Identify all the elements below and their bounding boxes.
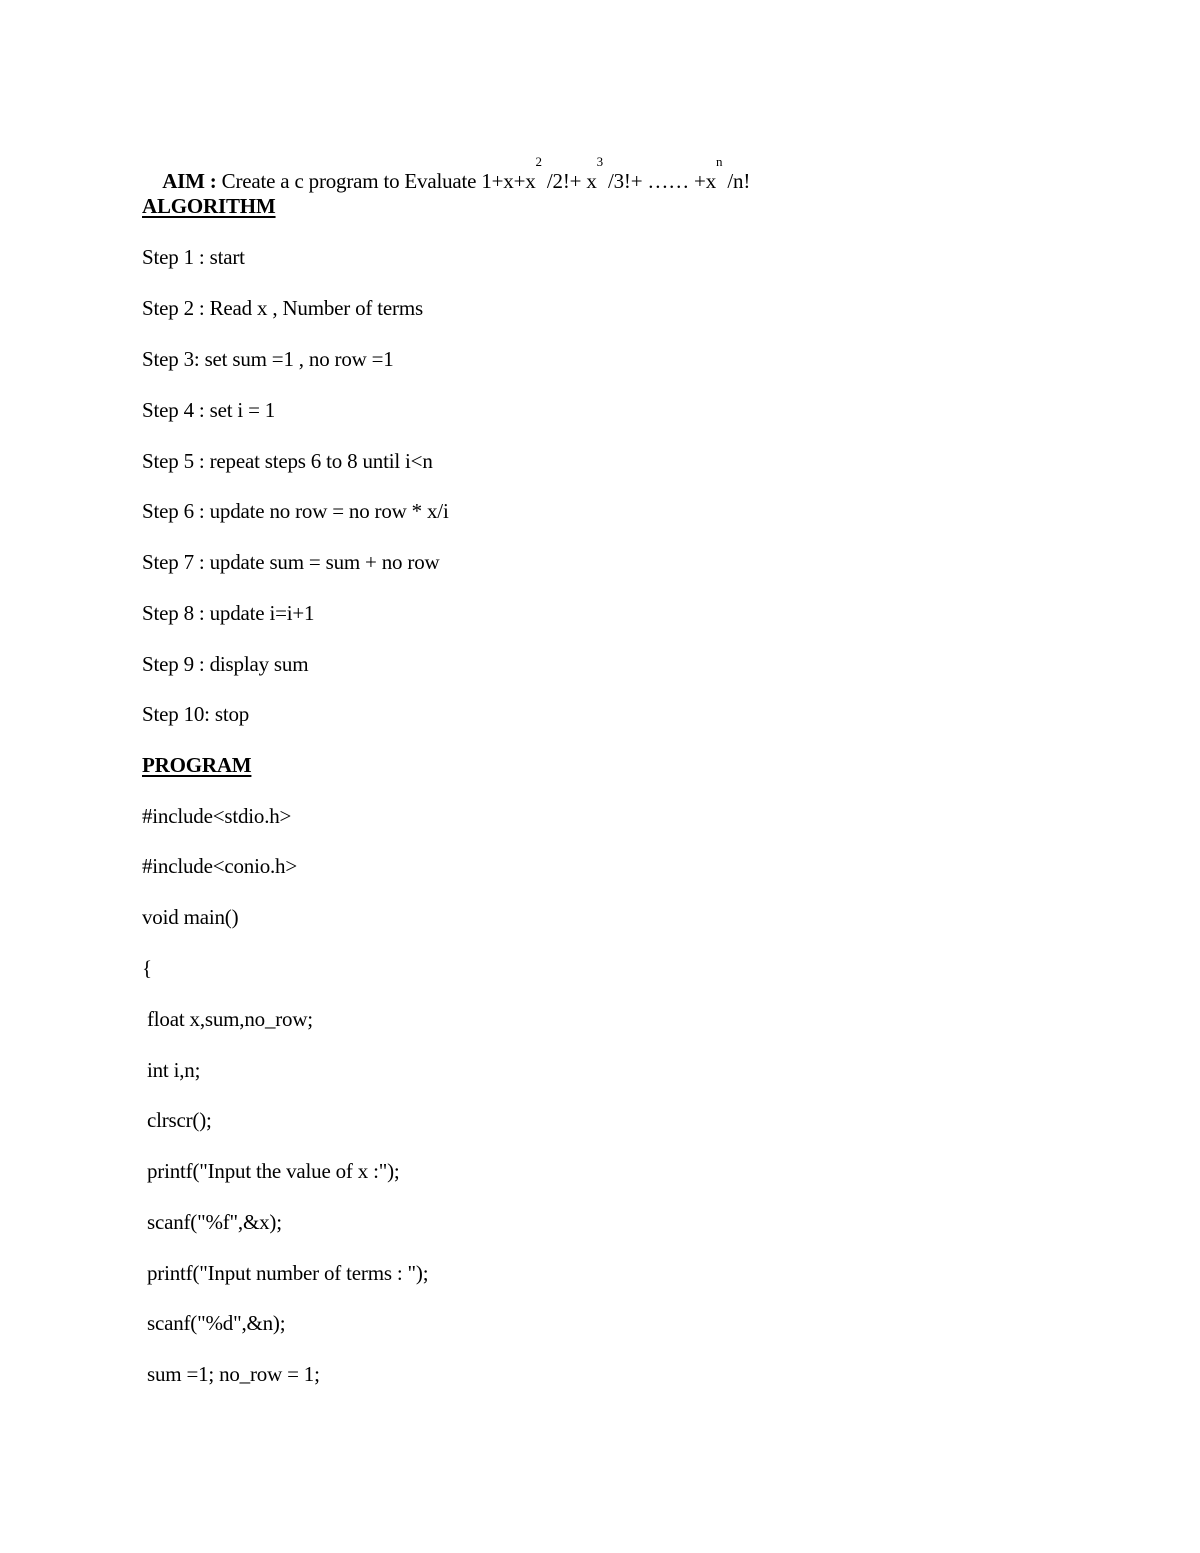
code-line: int i,n;: [147, 1058, 201, 1082]
algorithm-step: Step 1 : start: [142, 245, 245, 269]
code-line: void main(): [142, 905, 239, 929]
algorithm-step: Step 6 : update no row = no row * x/i: [142, 499, 449, 523]
aim-label: AIM :: [162, 169, 217, 193]
code-line: #include<stdio.h>: [142, 804, 292, 828]
code-line: #include<conio.h>: [142, 854, 298, 878]
program-heading: PROGRAM: [142, 753, 252, 777]
aim-text-b: /2!+ x: [541, 169, 597, 193]
algorithm-step: Step 3: set sum =1 , no row =1: [142, 347, 394, 371]
aim-sup-c: n: [716, 154, 723, 169]
algorithm-step: Step 5 : repeat steps 6 to 8 until i<n: [142, 449, 433, 473]
aim-sup-b: 3: [596, 154, 603, 169]
code-line: {: [142, 956, 152, 980]
code-line: scanf("%f",&x);: [147, 1210, 282, 1234]
code-line: scanf("%d",&n);: [147, 1311, 286, 1335]
aim-text-a: Create a c program to Evaluate 1+x+x: [216, 169, 536, 193]
aim-sup-a: 2: [535, 154, 542, 169]
algorithm-step: Step 7 : update sum = sum + no row: [142, 550, 440, 574]
code-line: clrscr();: [147, 1108, 212, 1132]
algorithm-step: Step 4 : set i = 1: [142, 398, 276, 422]
code-line: sum =1; no_row = 1;: [147, 1362, 320, 1386]
code-line: printf("Input the value of x :");: [147, 1159, 400, 1183]
algorithm-step: Step 2 : Read x , Number of terms: [142, 296, 423, 320]
algorithm-step: Step 8 : update i=i+1: [142, 601, 315, 625]
algorithm-step: Step 10: stop: [142, 702, 250, 726]
code-line: float x,sum,no_row;: [147, 1007, 313, 1031]
aim-text-c: /3!+ …… +x: [602, 169, 717, 193]
code-line: printf("Input number of terms : ");: [147, 1261, 429, 1285]
algorithm-heading: ALGORITHM: [142, 194, 276, 218]
algorithm-step: Step 9 : display sum: [142, 652, 309, 676]
aim-text-d: /n!: [722, 169, 751, 193]
